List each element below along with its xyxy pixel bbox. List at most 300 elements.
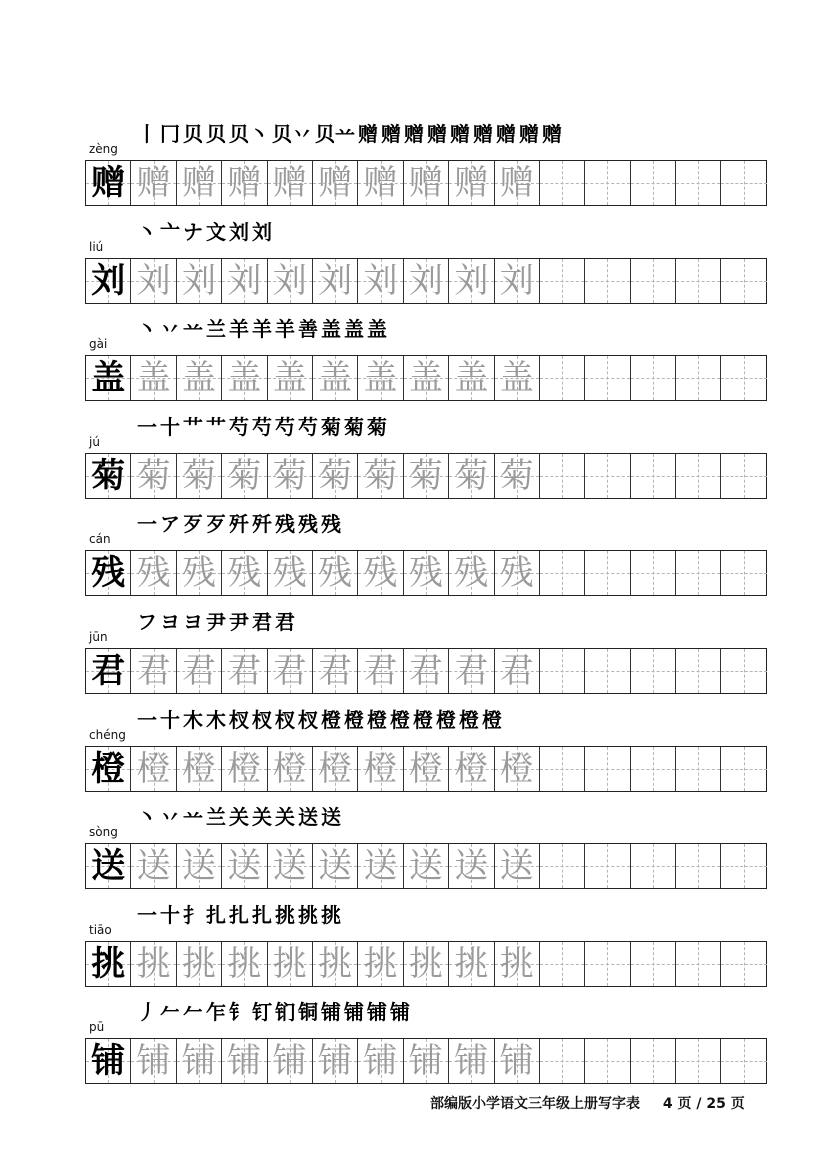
practice-cell[interactable] [676,356,721,400]
trace-character: 君 [136,651,171,691]
stroke-step: ヨ [160,610,180,634]
trace-cell [495,747,540,791]
stroke-step: 橙 [436,707,456,732]
page-footer [430,1093,745,1113]
practice-cell[interactable] [676,747,721,791]
practice-cell[interactable] [721,844,766,888]
trace-character: 残 [499,553,534,594]
stroke-step: 芍 [252,414,272,439]
stroke-step: 橙 [367,707,387,732]
trace-cell [404,259,449,303]
trace-character: 盖 [408,358,443,399]
trace-character: 盖 [499,358,534,399]
pinyin-label: tiāo [89,922,112,937]
trace-cell [222,1039,267,1083]
trace-cell [222,551,267,595]
stroke-step: 赠 [496,122,516,146]
trace-character: 赠 [363,163,398,203]
practice-cell[interactable] [676,259,721,303]
stroke-step: 橙 [459,707,479,732]
practice-cell[interactable] [540,844,585,888]
trace-cell [313,259,358,303]
stroke-step: 送 [321,805,341,830]
character-row [85,702,769,794]
trace-character: 赠 [136,163,171,203]
practice-cell[interactable] [631,551,676,595]
trace-character: 挑 [136,943,171,984]
stroke-step: 盖 [344,317,364,342]
stroke-step: 一 [137,512,157,537]
trace-character: 挑 [227,943,262,984]
stroke-order [137,702,502,732]
trace-character: 铺 [318,1041,353,1082]
trace-cell [495,844,540,888]
pinyin-label: gài [89,337,108,352]
stroke-step: 十 [160,902,180,927]
trace-character: 盖 [227,358,262,399]
trace-character: 挑 [454,943,489,984]
stroke-step: 䒑 [183,805,203,830]
stroke-step: 一 [137,414,157,439]
practice-cell[interactable] [540,551,585,595]
stroke-step: 赠 [358,122,378,146]
trace-character: 刘 [318,260,353,301]
trace-character: 菊 [136,455,171,496]
trace-character: 铺 [181,1041,216,1082]
trace-cell [268,454,313,498]
trace-character: 铺 [499,1041,534,1082]
page-number: 4 页 / 25 页 [662,1096,745,1112]
trace-character: 橙 [227,748,262,789]
stroke-step: 丷 [160,317,180,342]
stroke-step: 挑 [275,902,295,927]
stroke-step: 赠 [427,122,447,146]
stroke-step: 残 [298,512,318,537]
writing-grid [85,648,767,694]
trace-character: 刘 [136,260,171,301]
stroke-step: 菊 [321,414,341,439]
writing-grid [85,843,767,889]
practice-cell[interactable] [585,1039,630,1083]
practice-cell[interactable] [721,942,766,986]
trace-cell [449,259,494,303]
trace-character: 菊 [272,455,307,496]
trace-cell [404,161,449,205]
stroke-step: 挑 [321,902,341,927]
trace-cell [268,1039,313,1083]
practice-cell[interactable] [631,942,676,986]
stroke-step: 赠 [542,122,562,146]
trace-character: 挑 [363,943,398,984]
trace-character: 刘 [454,260,489,301]
stroke-order [137,311,387,341]
trace-character: 送 [181,846,216,887]
stroke-step: フ [137,610,157,634]
practice-cell[interactable] [585,844,630,888]
trace-character: 赠 [408,163,443,203]
trace-character: 盖 [136,358,171,399]
trace-cell [177,844,222,888]
trace-cell [358,454,403,498]
character-row [85,214,769,306]
trace-character: 盖 [181,358,216,399]
model-character: 橙 [91,748,126,789]
trace-cell [358,356,403,400]
model-cell [86,454,131,498]
stroke-step: 亠 [160,219,180,244]
stroke-order [137,214,272,244]
model-character: 送 [91,846,126,887]
trace-cell [131,747,176,791]
trace-cell [222,747,267,791]
stroke-step: 送 [298,805,318,830]
stroke-step: 君 [275,610,295,634]
trace-cell [177,649,222,693]
practice-cell[interactable] [585,551,630,595]
trace-character: 铺 [454,1041,489,1082]
practice-cell[interactable] [721,454,766,498]
trace-cell [313,942,358,986]
stroke-step: 菊 [367,414,387,439]
pinyin-label: cán [89,532,111,547]
trace-character: 挑 [499,943,534,984]
practice-cell[interactable] [585,356,630,400]
trace-cell [449,1039,494,1083]
practice-cell[interactable] [721,551,766,595]
model-cell [86,844,131,888]
trace-cell [495,356,540,400]
practice-cell[interactable] [676,649,721,693]
trace-cell [358,259,403,303]
practice-cell[interactable] [540,747,585,791]
practice-cell[interactable] [540,942,585,986]
trace-cell [131,942,176,986]
stroke-step: 钅 [229,1000,249,1025]
trace-character: 送 [227,846,262,887]
trace-character: 赠 [272,163,307,203]
trace-cell [268,259,313,303]
stroke-step: 橙 [390,707,410,732]
stroke-step: 橙 [321,707,341,732]
trace-cell [449,161,494,205]
trace-cell [268,649,313,693]
stroke-step: ア [160,512,180,537]
stroke-step: 芍 [229,414,249,439]
trace-cell [495,161,540,205]
trace-cell [495,1039,540,1083]
stroke-step: 盖 [367,317,387,342]
stroke-order [137,409,387,439]
trace-cell [131,454,176,498]
trace-cell [222,259,267,303]
stroke-order [137,799,341,829]
stroke-step: 歼 [252,512,272,537]
trace-cell [313,454,358,498]
stroke-step: 芍 [298,414,318,439]
pinyin-label: jú [89,434,100,449]
trace-cell [404,551,449,595]
trace-character: 橙 [499,748,534,789]
trace-cell [404,747,449,791]
writing-grid [85,355,767,401]
practice-cell[interactable] [585,942,630,986]
character-row [85,897,769,989]
practice-cell[interactable] [676,454,721,498]
practice-cell[interactable] [631,161,676,205]
stroke-step: 𠂉 [160,1000,180,1025]
trace-cell [177,161,222,205]
practice-cell[interactable] [721,356,766,400]
character-row [85,994,769,1086]
trace-character: 送 [136,846,171,887]
practice-cell[interactable] [631,356,676,400]
trace-cell [404,844,449,888]
trace-character: 君 [181,651,216,691]
trace-character: 君 [363,651,398,691]
stroke-step: 十 [160,414,180,439]
trace-cell [449,844,494,888]
practice-cell[interactable] [540,1039,585,1083]
stroke-step: 歹 [206,512,226,537]
trace-character: 盖 [454,358,489,399]
stroke-step: 贝丶 [229,122,269,146]
trace-cell [313,1039,358,1083]
stroke-step: 橙 [413,707,433,732]
practice-cell[interactable] [540,649,585,693]
character-row [85,409,769,501]
stroke-step: 菊 [344,414,364,439]
stroke-step: 丨 [137,122,157,146]
stroke-step: ヨ [183,610,203,634]
practice-cell[interactable] [585,747,630,791]
stroke-step: 木 [206,707,226,732]
writing-grid [85,941,767,987]
trace-character: 君 [408,651,443,691]
trace-cell [268,942,313,986]
writing-grid [85,550,767,596]
trace-character: 君 [454,651,489,691]
stroke-step: 十 [160,707,180,732]
model-character: 赠 [91,163,126,203]
trace-cell [268,161,313,205]
trace-cell [313,649,358,693]
trace-character: 橙 [318,748,353,789]
practice-cell[interactable] [721,259,766,303]
stroke-step: 羊 [229,317,249,342]
practice-cell[interactable] [721,161,766,205]
trace-character: 刘 [363,260,398,301]
writing-grid [85,746,767,792]
stroke-step: 橙 [344,707,364,732]
stroke-step: 丶 [137,805,157,830]
stroke-step: 橙 [482,707,502,732]
trace-character: 菊 [318,455,353,496]
trace-character: 残 [318,553,353,594]
stroke-step: 残 [321,512,341,537]
trace-cell [177,356,222,400]
practice-cell[interactable] [631,454,676,498]
trace-cell [495,551,540,595]
stroke-step: 尹 [206,610,226,634]
trace-cell [449,454,494,498]
stroke-step: 乍 [206,1000,226,1025]
practice-cell[interactable] [585,649,630,693]
trace-character: 刘 [499,260,534,301]
trace-character: 菊 [408,455,443,496]
stroke-step: 羊 [252,317,272,342]
model-cell [86,747,131,791]
trace-cell [131,844,176,888]
trace-character: 刘 [181,260,216,301]
trace-character: 铺 [227,1041,262,1082]
trace-character: 残 [272,553,307,594]
stroke-step: 歹 [183,512,203,537]
trace-character: 赠 [181,163,216,203]
stroke-order [137,604,295,634]
trace-character: 送 [272,846,307,887]
practice-cell[interactable] [631,1039,676,1083]
trace-cell [222,649,267,693]
stroke-step: 杈 [275,707,295,732]
trace-cell [358,551,403,595]
trace-character: 铺 [408,1041,443,1082]
trace-cell [131,551,176,595]
stroke-step: 芍 [275,414,295,439]
trace-cell [177,454,222,498]
trace-cell [313,356,358,400]
stroke-step: 赠 [404,122,424,146]
model-character: 刘 [91,260,126,301]
trace-cell [449,747,494,791]
trace-cell [495,454,540,498]
practice-cell[interactable] [631,844,676,888]
practice-cell[interactable] [540,454,585,498]
stroke-step: 杈 [229,707,249,732]
practice-cell[interactable] [631,259,676,303]
practice-cell[interactable] [676,161,721,205]
stroke-step: 文 [206,219,226,244]
trace-character: 送 [408,846,443,887]
practice-cell[interactable] [676,551,721,595]
model-character: 挑 [91,943,126,984]
practice-cell[interactable] [585,161,630,205]
stroke-step: 赠 [473,122,493,146]
model-cell [86,1039,131,1083]
trace-cell [449,551,494,595]
trace-cell [131,161,176,205]
trace-character: 盖 [363,358,398,399]
practice-cell[interactable] [676,942,721,986]
trace-cell [177,747,222,791]
trace-cell [222,454,267,498]
stroke-step: 贝䒑 [315,122,355,146]
trace-character: 残 [408,553,443,594]
stroke-step: 贝丷 [272,122,312,146]
trace-character: 铺 [363,1041,398,1082]
trace-character: 橙 [181,748,216,789]
practice-cell[interactable] [721,1039,766,1083]
trace-character: 菊 [363,455,398,496]
stroke-step: 木 [183,707,203,732]
stroke-step: 丶 [137,219,157,244]
practice-cell[interactable] [540,161,585,205]
trace-character: 盖 [272,358,307,399]
trace-cell [131,1039,176,1083]
trace-cell [404,356,449,400]
writing-grid [85,160,767,206]
trace-cell [313,161,358,205]
trace-character: 橙 [272,748,307,789]
trace-cell [404,1039,449,1083]
trace-cell [222,844,267,888]
trace-character: 菊 [227,455,262,496]
character-row [85,799,769,891]
stroke-step: 扎 [206,902,226,927]
trace-character: 残 [181,553,216,594]
trace-cell [358,1039,403,1083]
trace-cell [449,942,494,986]
practice-cell[interactable] [585,454,630,498]
stroke-step: 贝 [206,122,226,146]
trace-cell [404,454,449,498]
practice-cell[interactable] [631,649,676,693]
stroke-step: 歼 [229,512,249,537]
stroke-step: 兰 [206,805,226,830]
trace-character: 挑 [181,943,216,984]
stroke-step: 善 [298,317,318,342]
practice-cell[interactable] [676,1039,721,1083]
practice-cell[interactable] [540,356,585,400]
stroke-order [137,116,562,146]
character-row [85,116,769,208]
model-cell [86,356,131,400]
model-character: 菊 [91,455,126,496]
trace-cell [268,356,313,400]
practice-cell[interactable] [721,747,766,791]
model-cell [86,649,131,693]
stroke-step: 钔 [275,1000,295,1025]
trace-character: 君 [272,651,307,691]
model-character: 铺 [91,1041,126,1082]
trace-character: 菊 [454,455,489,496]
trace-cell [177,551,222,595]
trace-character: 送 [454,846,489,887]
trace-character: 赠 [318,163,353,203]
trace-cell [495,942,540,986]
trace-character: 刘 [272,260,307,301]
stroke-step: 杈 [298,707,318,732]
pinyin-label: chéng [89,727,126,742]
practice-cell[interactable] [676,844,721,888]
footer-title: 部编版小学语文三年级上册写字表 [430,1096,640,1112]
writing-grid [85,1038,767,1084]
pinyin-label: sòng [89,825,118,840]
practice-cell[interactable] [540,259,585,303]
trace-cell [358,747,403,791]
stroke-step: 冂 [160,122,180,146]
practice-cell[interactable] [721,649,766,693]
stroke-step: 赠 [519,122,539,146]
practice-cell[interactable] [585,259,630,303]
stroke-step: 挑 [298,902,318,927]
practice-cell[interactable] [631,747,676,791]
trace-character: 君 [499,651,534,691]
trace-cell [268,551,313,595]
stroke-step: 扌 [183,902,203,927]
trace-character: 挑 [318,943,353,984]
trace-character: 菊 [181,455,216,496]
stroke-step: 羊 [275,317,295,342]
